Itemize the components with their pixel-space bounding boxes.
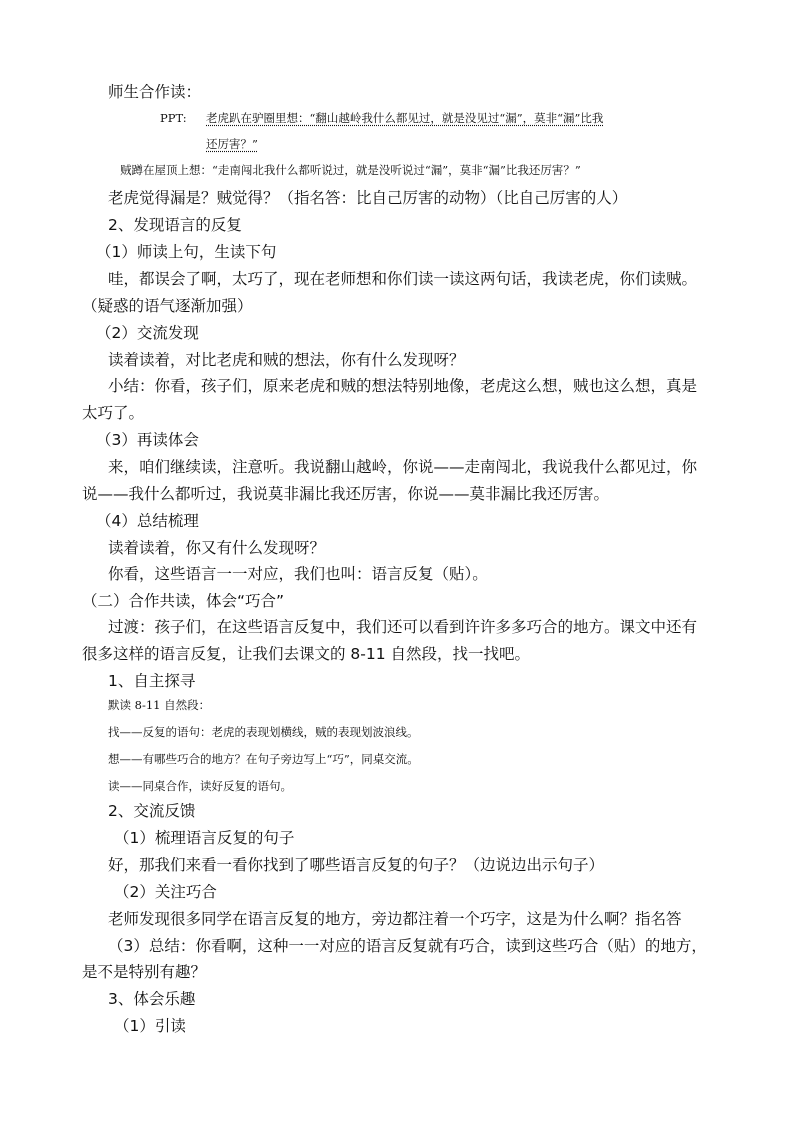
paragraph-line: 小结：你看，孩子们，原来老虎和贼的想法特别地像，老虎这么想，贼也这么想，真是	[108, 377, 698, 395]
line-ppt-label: PPT:	[160, 111, 187, 125]
line-thief-thought: 贼蹲在屋顶上想：“走南闯北我什么都听说过，就是没听说过“漏”，莫非“漏”比我还厉害？”	[120, 163, 581, 177]
paragraph-line: 读着读着，对比老虎和贼的想法，你有什么发现呀？	[108, 351, 465, 369]
subheading-1: （1）师读上句，生读下句	[96, 243, 277, 261]
paragraph-line: 太巧了。	[82, 404, 145, 422]
subheading-2: （2）交流发现	[96, 324, 199, 342]
subheading-2: （2）关注巧合	[114, 883, 217, 901]
heading-self-explore: 1、自主探寻	[108, 672, 196, 690]
paragraph-line: 你看，这些语言一一对应，我们也叫：语言反复（贴）。	[108, 565, 488, 583]
line-teacher-student-read: 师生合作读：	[108, 83, 202, 101]
heading-discover-repetition: 2、发现语言的反复	[108, 216, 242, 234]
paragraph-line: 来，咱们继续读，注意听。我说翻山越岭，你说——走南闯北，我说我什么都见过，你	[108, 458, 698, 476]
subheading-1: （1）梳理语言反复的句子	[114, 829, 295, 847]
section-heading: （二）合作共读，体会“巧合”	[82, 592, 285, 610]
subheading-1: （1）引读	[114, 1017, 186, 1035]
task-line: 找——反复的语句：老虎的表现划横线，贼的表现划波浪线。	[108, 725, 419, 739]
line-tiger-thought: 老虎趴在驴圈里想：“翻山越岭我什么都见过，就是没见过“漏”，莫非“漏”比我	[206, 111, 604, 125]
paragraph-line: 过渡：孩子们，在这些语言反复中，我们还可以看到许许多多巧合的地方。课文中还有	[108, 618, 698, 636]
paragraph-line: 哇，都误会了啊，太巧了，现在老师想和你们读一读这两句话，我读老虎，你们读贼。	[108, 270, 698, 288]
line-question: 老虎觉得漏是？贼觉得？（指名答：比自己厉害的动物）（比自己厉害的人）	[108, 189, 628, 207]
line-tiger-thought-cont: 还厉害？”	[206, 137, 258, 151]
paragraph-line: 很多这样的语言反复，让我们去课文的 8-11 自然段，找一找吧。	[82, 645, 531, 663]
task-line: 默读 8-11 自然段：	[108, 698, 211, 712]
paragraph-line: 好，那我们来看一看你找到了哪些语言反复的句子？（边说边出示句子）	[108, 856, 605, 874]
heading-experience-fun: 3、体会乐趣	[108, 990, 196, 1008]
subheading-4: （4）总结梳理	[96, 512, 199, 530]
paragraph-line: （3）总结：你看啊，这种一一对应的语言反复就有巧合，读到这些巧合（贴）的地方，	[108, 937, 707, 955]
paragraph-line: 是不是特别有趣？	[82, 963, 207, 981]
paragraph-line: （疑惑的语气逐渐加强）	[82, 297, 253, 315]
paragraph-line: 老师发现很多同学在语言反复的地方，旁边都注着一个巧字，这是为什么啊？指名答	[108, 910, 682, 928]
paragraph-line: 说——我什么都听过，我说莫非漏比我还厉害，你说——莫非漏比我还厉害。	[82, 485, 610, 503]
heading-feedback: 2、交流反馈	[108, 802, 196, 820]
task-line: 想——有哪些巧合的地方？在句子旁边写上“巧”，同桌交流。	[108, 752, 419, 766]
paragraph-line: 读着读着，你又有什么发现呀？	[108, 539, 326, 557]
subheading-3: （3）再读体会	[96, 431, 199, 449]
task-line: 读——同桌合作，读好反复的语句。	[108, 779, 292, 793]
